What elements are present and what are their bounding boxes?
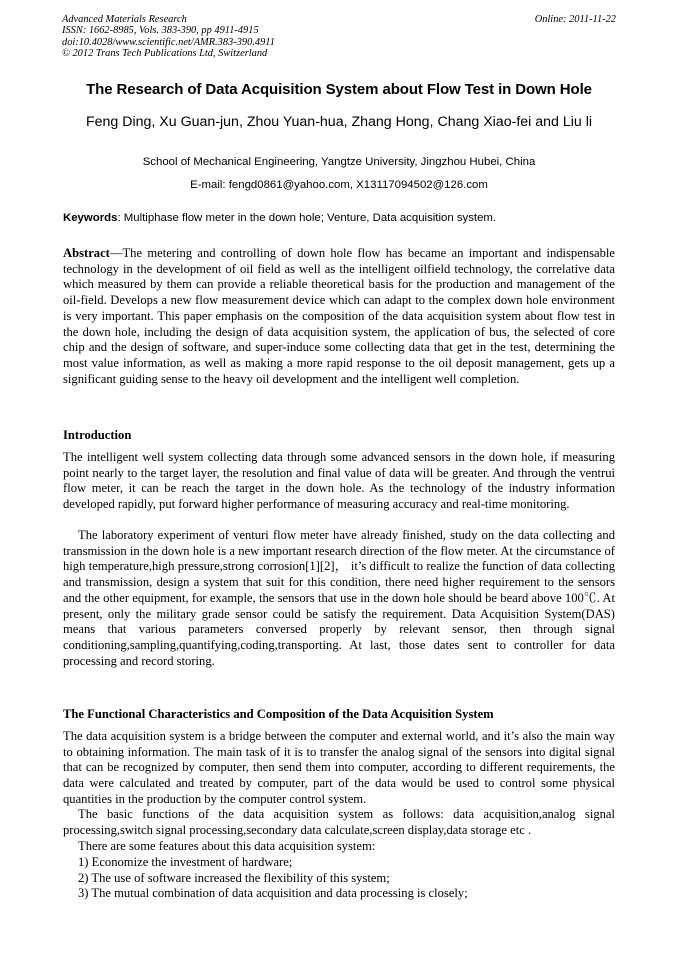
paragraph: The data acquisition system is a bridge between the computer and external world, and it’s also the main way to obtaining information. The main task of it is to transfer the analog signal of the sensors into digital signal that can be recognized by computer, then send them into computer, according to different requirements, the data were calculated and treated by computer, part of the data would be used to control some physical quantities in the production by the computer control system.	[63, 729, 615, 806]
keywords-text: : Multiphase flow meter in the down hole; Venture, Data acquisition system.	[117, 212, 497, 224]
paper-title: The Research of Data Acquisition System about Flow Test in Down Hole	[86, 81, 592, 98]
contact-email: E-mail: fengd0861@yahoo.com, X13117094502@126.com	[190, 179, 488, 191]
paragraph: There are some features about this data acquisition system:	[78, 839, 376, 853]
journal-header	[62, 14, 275, 60]
paragraph: The basic functions of the data acquisition system as follows: data acquisition,analog signal processing,switch signal processing,secondary data calculate,screen display,data storage etc .	[63, 807, 615, 837]
paragraph: The laboratory experiment of venturi flow meter have already finished, study on the data collecting and transmission in the down hole is a new important research direction of the flow meter. At the circumstance of high temperature,high pressure,strong corrosion[1][2]， it’s difficult to realize the function of data collecting and transmission, design a system that suit for this condition, there need higher requirement to the sensors and the other equipment, for example, the sensors that use in the down hole should be beard above 100℃. At present, only the military grade sensor could be satisfy the requirement. Data Acquisition System(DAS) means that various parameters conversed properly by relevant sensor, then through signal conditioning,sampling,quantifying,coding,transporting. At last, those dates sent to controller for data processing and record storing.	[63, 528, 615, 668]
paragraph: The intelligent well system collecting data through some advanced sensors in the down hole, if measuring point nearly to the target layer, the resolution and final value of data will be greater. And through the ventrui flow meter, it can be reach the target in the down hole. As the technology of the industry information developed rapidly, put forward higher performance of measuring accuracy and real-time monitoring.	[63, 450, 615, 512]
section-heading-introduction: Introduction	[63, 428, 132, 442]
abstract-label: Abstract	[63, 246, 110, 260]
section-heading-functional: The Functional Characteristics and Composition of the Data Acquisition System	[63, 707, 494, 721]
doi-line: doi:10.4028/www.scientific.net/AMR.383-390.4911	[62, 36, 275, 48]
feature-list	[63, 855, 615, 902]
affiliation: School of Mechanical Engineering, Yangtze University, Jingzhou Hubei, China	[142, 156, 536, 168]
issn-line: ISSN: 1662-8985, Vols. 383-390, pp 4911-4915	[62, 25, 259, 37]
keywords-line	[63, 212, 618, 224]
list-item: 3) The mutual combination of data acquisition and data processing is closely;	[78, 886, 468, 901]
list-item: 2) The use of software increased the flexibility of this system;	[78, 870, 390, 885]
author-list: Feng Ding, Xu Guan-jun, Zhou Yuan-hua, Zhang Hong, Chang Xiao-fei and Liu li	[85, 114, 593, 130]
abstract-text: —The metering and controlling of down hole flow has became an important and indispensable technology in the development of oil field as well as the intelligent oilfield technology, the correlative data which measured by them can provide a reliable theoretical basis for the production and management of the oil-field. Develops a new flow measurement device which can adapt to the complex down hole environment is very important. This paper emphasis on the composition of the data acquisition system about flow test in the down hole, including the design of data acquisition system, the application of bus, the selected of core chip and the design of software, and super-induce some collecting data that get in the test, determining the most value information, as well as making a more rapid response to the oil deposit management, gets up a significant guiding sense to the heavy oil development and the intelligent well completion.	[63, 246, 615, 386]
keywords-label: Keywords	[63, 212, 118, 224]
online-date: Online: 2011-11-22	[534, 14, 616, 25]
copyright-line: © 2012 Trans Tech Publications Ltd, Switzerland	[62, 48, 268, 60]
journal-name: Advanced Materials Research	[62, 14, 187, 25]
list-item: 1) Economize the investment of hardware;	[78, 855, 293, 869]
abstract	[63, 246, 615, 387]
